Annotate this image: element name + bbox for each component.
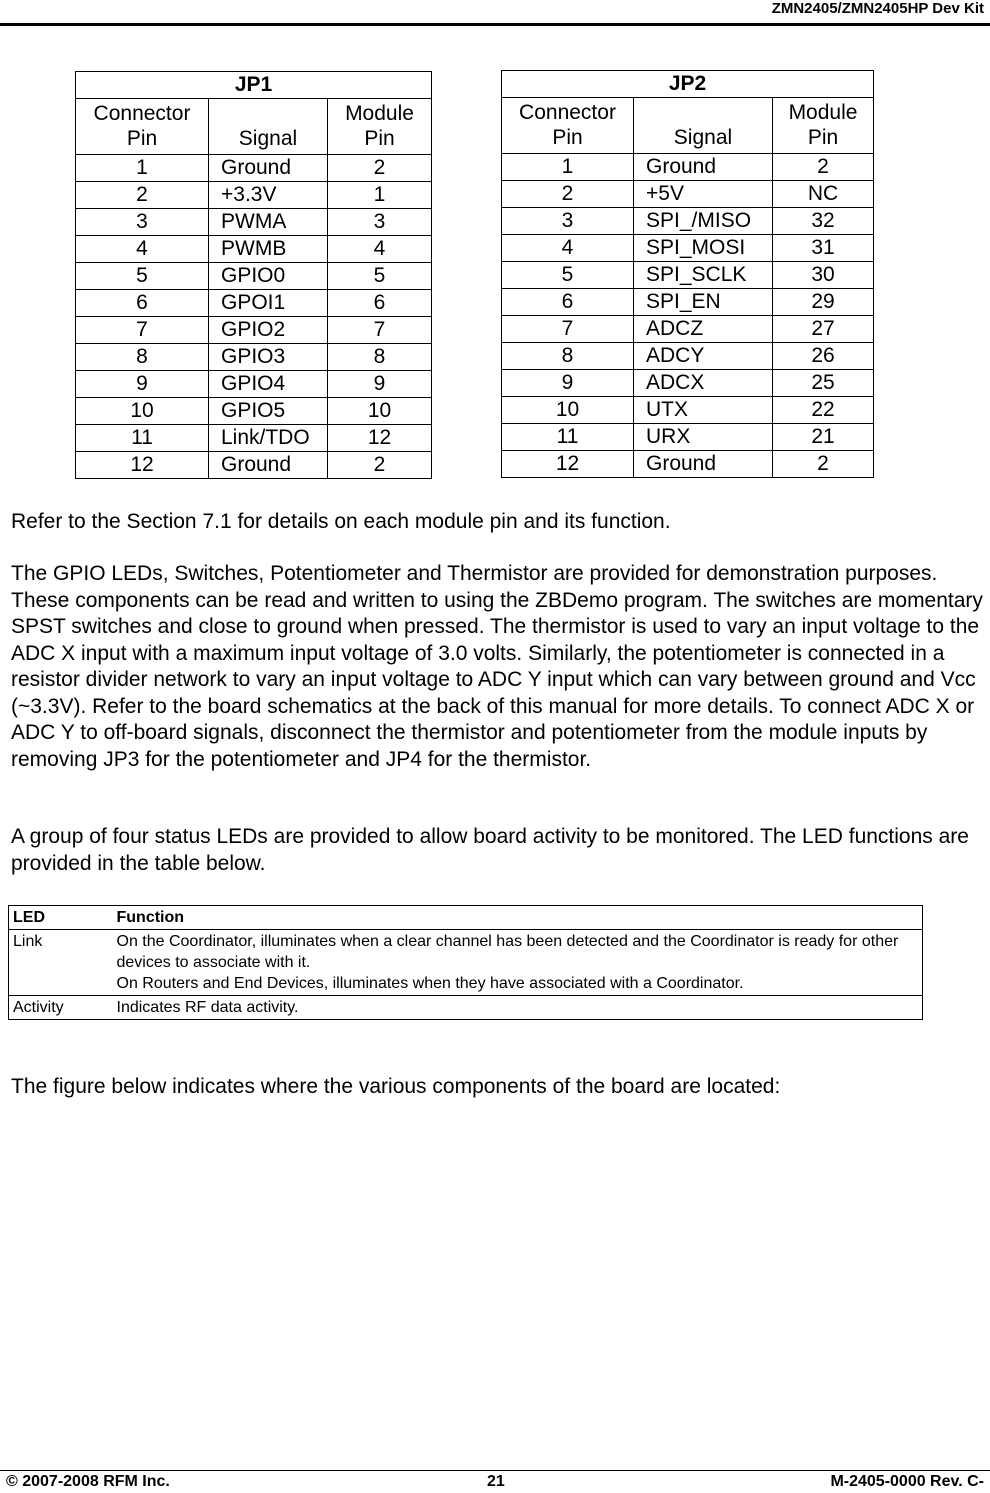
led-function-line: On the Coordinator, illuminates when a clear channel has been detected and the Coordinator is ready for other devices to associate with it.: [116, 933, 899, 971]
table-row: [76, 344, 432, 371]
connector-pin: 6: [76, 290, 209, 317]
signal-name: +5V: [634, 181, 773, 208]
signal-name: ADCX: [634, 370, 773, 397]
module-pin: 2: [773, 451, 874, 478]
table-row: [502, 343, 874, 370]
table-row: [502, 208, 874, 235]
connector-pin: 7: [76, 317, 209, 344]
connector-pin: 9: [502, 370, 634, 397]
signal-name: Ground: [634, 451, 773, 478]
connector-pin: 12: [76, 452, 209, 479]
table-row: [502, 289, 874, 316]
figure-intro-paragraph: The figure below indicates where the various components of the board are located:: [11, 1075, 781, 1098]
jp2-pin-table: [501, 70, 874, 478]
module-pin: 22: [773, 397, 874, 424]
connector-pin: 11: [502, 424, 634, 451]
table-row: [76, 209, 432, 236]
jp2-header-signal: Signal: [634, 98, 773, 154]
signal-name: URX: [634, 424, 773, 451]
signal-name: ADCZ: [634, 316, 773, 343]
header-rule: [0, 23, 990, 26]
connector-pin: 2: [76, 182, 209, 209]
module-pin: 25: [773, 370, 874, 397]
led-function-line: Indicates RF data activity.: [116, 999, 299, 1016]
connector-pin: 4: [502, 235, 634, 262]
signal-name: Ground: [634, 154, 773, 181]
jp1-table-title: JP1: [76, 72, 432, 99]
table-row: [502, 370, 874, 397]
connector-pin: 5: [502, 262, 634, 289]
jp2-table-title: JP2: [502, 71, 874, 98]
connector-pin: 8: [502, 343, 634, 370]
led-name: Link: [9, 930, 113, 996]
signal-name: SPI_MOSI: [634, 235, 773, 262]
connector-pin: 5: [76, 263, 209, 290]
table-row: [502, 262, 874, 289]
signal-name: GPIO5: [209, 398, 328, 425]
signal-name: PWMB: [209, 236, 328, 263]
connector-pin: 11: [76, 425, 209, 452]
table-row: [76, 371, 432, 398]
signal-name: GPIO0: [209, 263, 328, 290]
module-pin: 26: [773, 343, 874, 370]
connector-pin: 7: [502, 316, 634, 343]
table-row: [76, 425, 432, 452]
module-pin: 27: [773, 316, 874, 343]
table-row: [76, 290, 432, 317]
connector-pin: 12: [502, 451, 634, 478]
module-pin: 8: [328, 344, 432, 371]
module-pin: 9: [328, 371, 432, 398]
signal-name: Ground: [209, 452, 328, 479]
led-name: Activity: [9, 996, 113, 1020]
signal-name: GPOI1: [209, 290, 328, 317]
signal-name: GPIO2: [209, 317, 328, 344]
connector-pin: 9: [76, 371, 209, 398]
table-row: [76, 398, 432, 425]
footer-page-number: 21: [487, 1473, 505, 1490]
led-function-line: On Routers and End Devices, illuminates when they have associated with a Coordinator.: [116, 975, 744, 992]
led-function: [113, 996, 923, 1020]
connector-pin: 3: [76, 209, 209, 236]
table-row: [76, 236, 432, 263]
jp2-header-connector-pin: Connector Pin: [502, 98, 634, 154]
connector-pin: 1: [76, 155, 209, 182]
table-row: [9, 930, 923, 996]
module-pin: 1: [328, 182, 432, 209]
connector-pin: 2: [502, 181, 634, 208]
module-pin: 31: [773, 235, 874, 262]
function-column-header: Function: [113, 906, 923, 930]
table-row: [502, 451, 874, 478]
signal-name: SPI_/MISO: [634, 208, 773, 235]
table-row: [502, 235, 874, 262]
jp1-header-module-pin: Module Pin: [328, 99, 432, 155]
signal-name: Link/TDO: [209, 425, 328, 452]
connector-pin: 3: [502, 208, 634, 235]
module-pin: 21: [773, 424, 874, 451]
module-pin: 3: [328, 209, 432, 236]
table-row: [76, 155, 432, 182]
connector-pin: 6: [502, 289, 634, 316]
signal-name: SPI_EN: [634, 289, 773, 316]
module-pin: 4: [328, 236, 432, 263]
module-pin: 2: [773, 154, 874, 181]
document-header-title: ZMN2405/ZMN2405HP Dev Kit: [771, 0, 984, 17]
table-row: [76, 263, 432, 290]
footer-rule: [0, 1470, 990, 1471]
jp1-header-connector-pin: Connector Pin: [76, 99, 209, 155]
table-row: [502, 181, 874, 208]
footer-copyright: © 2007-2008 RFM Inc.: [6, 1473, 170, 1490]
module-pin: 10: [328, 398, 432, 425]
table-row: [502, 424, 874, 451]
signal-name: GPIO3: [209, 344, 328, 371]
table-row: [9, 996, 923, 1020]
section-reference-paragraph: Refer to the Section 7.1 for details on each module pin and its function.: [11, 510, 671, 533]
led-function-table: [8, 905, 923, 1020]
module-pin: 32: [773, 208, 874, 235]
connector-pin: 10: [502, 397, 634, 424]
signal-name: SPI_SCLK: [634, 262, 773, 289]
jp1-pin-table: [75, 71, 432, 479]
table-row: [76, 452, 432, 479]
jp2-header-module-pin: Module Pin: [773, 98, 874, 154]
led-function: [113, 930, 923, 996]
status-led-paragraph: A group of four status LEDs are provided to allow board activity to be monitored. The LED functions are provided in the table below.: [11, 825, 969, 875]
module-pin: 6: [328, 290, 432, 317]
signal-name: UTX: [634, 397, 773, 424]
module-pin: 2: [328, 452, 432, 479]
module-pin: 29: [773, 289, 874, 316]
module-pin: NC: [773, 181, 874, 208]
module-pin: 12: [328, 425, 432, 452]
table-row: [76, 317, 432, 344]
table-row: [76, 182, 432, 209]
connector-pin: 8: [76, 344, 209, 371]
signal-name: Ground: [209, 155, 328, 182]
connector-pin: 1: [502, 154, 634, 181]
footer-document-number: M-2405-0000 Rev. C-: [830, 1473, 984, 1490]
signal-name: PWMA: [209, 209, 328, 236]
module-pin: 2: [328, 155, 432, 182]
signal-name: GPIO4: [209, 371, 328, 398]
signal-name: ADCY: [634, 343, 773, 370]
module-pin: 7: [328, 317, 432, 344]
table-row: [502, 397, 874, 424]
module-pin: 5: [328, 263, 432, 290]
led-column-header: LED: [9, 906, 113, 930]
module-pin: 30: [773, 262, 874, 289]
signal-name: +3.3V: [209, 182, 328, 209]
jp1-header-signal: Signal: [209, 99, 328, 155]
connector-pin: 10: [76, 398, 209, 425]
gpio-description-paragraph: The GPIO LEDs, Switches, Potentiometer and Thermistor are provided for demonstration purposes. These components can be read and written to using the ZBDemo program. The switches are momentary SPST switches and close to ground when pressed. The thermistor is used to vary an input voltage to the ADC X input with a maximum input voltage of 3.0 volts. Similarly, the potentiometer is connected in a resistor divider network to vary an input voltage to ADC Y input which can vary between ground and Vcc (~3.3V). Refer to the board schematics at the back of this manual for more details. To connect ADC X or ADC Y to off-board signals, disconnect the thermistor and potentiometer from the module inputs by removing JP3 for the potentiometer and JP4 for the thermistor.: [11, 562, 983, 771]
table-row: [502, 154, 874, 181]
connector-pin: 4: [76, 236, 209, 263]
table-row: [502, 316, 874, 343]
